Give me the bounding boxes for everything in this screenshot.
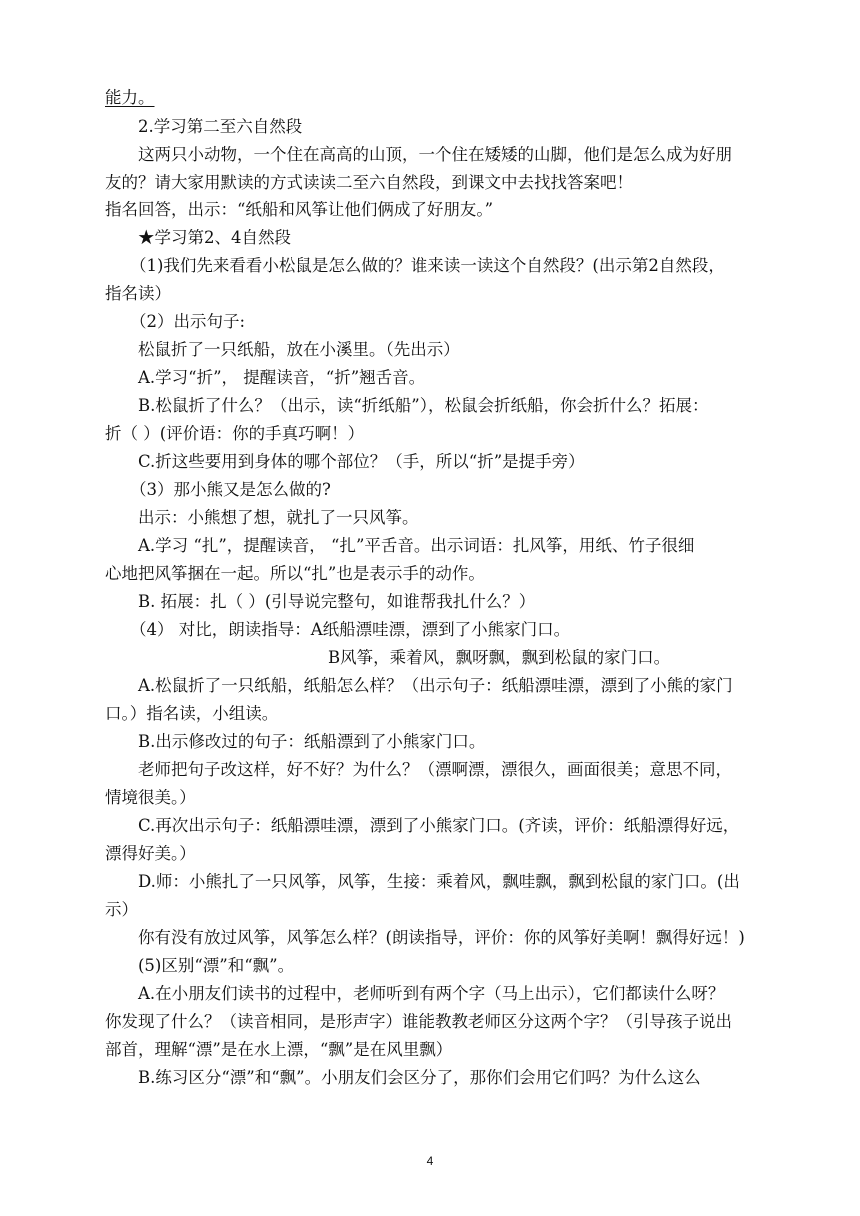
subsection-heading: ★学习第2、4自然段	[138, 228, 291, 247]
text-line-20: （4） 对比，朗读指导：A纸船漂哇漂，漂到了小熊家门口。	[130, 620, 571, 639]
text-line-5: 指名回答，出示：“纸船和风筝让他们俩成了好朋友。”	[105, 200, 494, 219]
text-line-11: A.学习“折”， 提醒读音，“折”翘舌音。	[138, 368, 426, 387]
section-heading-2: 2.学习第二至六自然段	[138, 117, 303, 136]
text-line-1: 能力。	[105, 88, 155, 107]
text-line-33: A.在小朋友们读书的过程中，老师听到有两个字（马上出示），它们都读什么呀？	[138, 984, 725, 1003]
text-line-24: B.出示修改过的句子：纸船漂到了小熊家门口。	[138, 732, 486, 751]
text-line-29: D.师：小熊扎了一只风筝，风筝，生接：乘着风，飘哇飘，飘到松鼠的家门口。(出	[138, 872, 740, 891]
text-line-4: 友的？请大家用默读的方式读读二至六自然段，到课文中去找找答案吧！	[105, 173, 633, 192]
text-line-27: C.再次出示句子：纸船漂哇漂，漂到了小熊家门口。(齐读，评价：纸船漂得好远，	[138, 816, 740, 835]
text-line-7: （1)我们先来看看小松鼠是怎么做的？谁来读一读这个自然段？(出示第2自然段，	[130, 256, 725, 275]
text-line-10: 松鼠折了一只纸船，放在小溪里。（先出示）	[138, 340, 460, 359]
text-line-14: C.折这些要用到身体的哪个部位？（手，所以“折”是提手旁）	[138, 452, 585, 471]
text-line-16: 出示：小熊想了想，就扎了一只风筝。	[138, 508, 419, 527]
text-line-12: B.松鼠折了什么？（出示，读“折纸船”），松鼠会折纸船，你会折什么？拓展：	[138, 396, 709, 415]
text-line-21: B风筝，乘着风，飘呀飘，飘到松鼠的家门口。	[328, 648, 671, 667]
text-line-34: 你发现了什么？（读音相同，是形声字）谁能教教老师区分这两个字？（引导孩子说出	[105, 1012, 732, 1031]
text-line-18: 心地把风筝捆在一起。所以“扎”也是表示手的动作。	[105, 564, 485, 583]
text-line-23: 口。）指名读，小组读。	[105, 704, 279, 723]
text-line-15: （3）那小熊又是怎么做的?	[130, 480, 331, 499]
text-line-31: 你有没有放过风筝，风筝怎么样？(朗读指导，评价：你的风筝好美啊！飘得好远！)	[138, 928, 745, 947]
page-number: 4	[426, 1154, 434, 1168]
text-line-36: B.练习区分“漂”和“飘”。小朋友们会区分了，那你们会用它们吗？为什么这么	[138, 1068, 701, 1087]
text-line-13: 折（ ）(评价语：你的手真巧啊！）	[105, 424, 365, 443]
text-line-32: (5)区别“漂”和“飘”。	[138, 956, 295, 975]
text-line-30: 示）	[105, 900, 138, 919]
text-line-8: 指名读）	[105, 284, 171, 303]
text-line-26: 情境很美。）	[105, 788, 196, 807]
text-line-22: A.松鼠折了一只纸船，纸船怎么样？（出示句子：纸船漂哇漂，漂到了小熊的家门	[138, 676, 733, 695]
text-line-25: 老师把句子改这样，好不好？为什么？（漂啊漂，漂很久，画面很美；意思不同，	[138, 760, 732, 779]
text-line-35: 部首，理解“漂”是在水上漂，“飘”是在风里飘）	[105, 1040, 453, 1059]
text-line-28: 漂得好美。）	[105, 844, 196, 863]
text-line-17: A.学习 “扎”，提醒读音， “扎”平舌音。出示词语：扎风筝，用纸、竹子很细	[138, 536, 695, 555]
text-line-9: （2）出示句子:	[130, 312, 246, 331]
text-line-19: B. 拓展：扎（ ）(引导说完整句，如谁帮我扎什么？）	[138, 592, 536, 611]
text-line-3: 这两只小动物，一个住在高高的山顶，一个住在矮矮的山脚，他们是怎么成为好朋	[138, 145, 732, 164]
